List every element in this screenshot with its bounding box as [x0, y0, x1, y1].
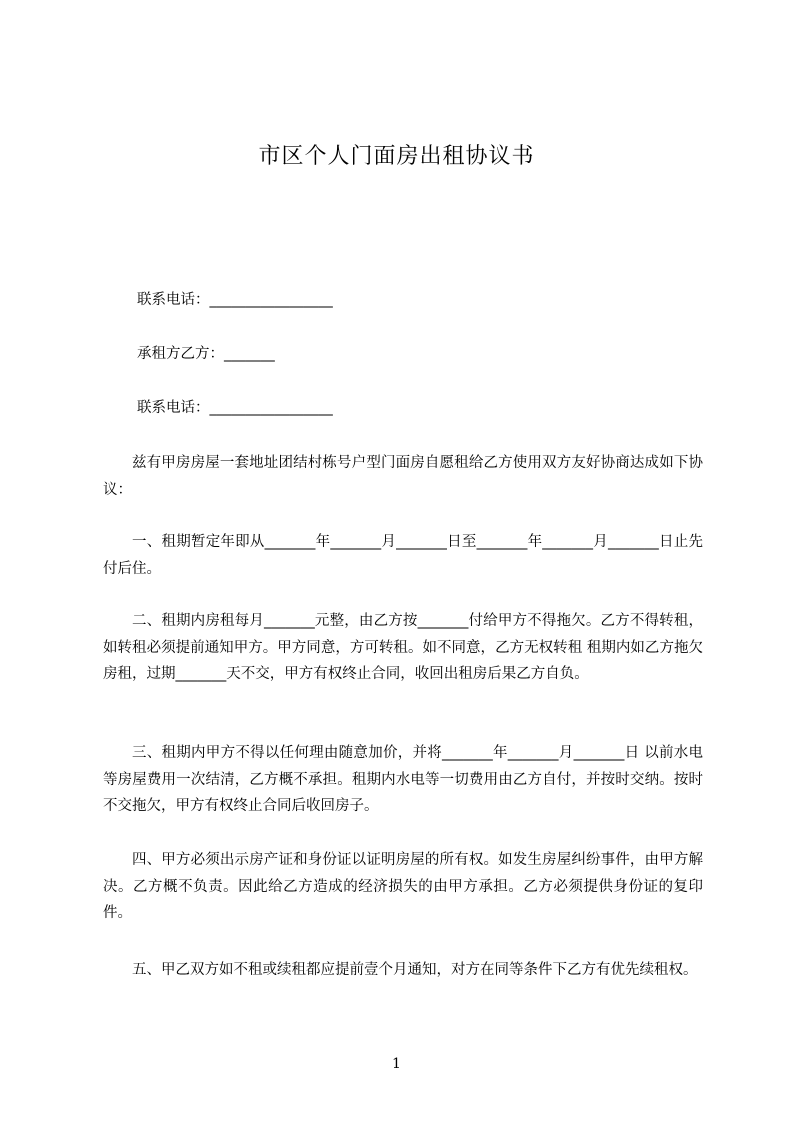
clause-3-utilities: 三、租期内甲方不得以任何理由随意加价，并将_______年_______月_______日 以前水电等房屋费用一次结清，乙方概不承担。租期内水电等一切费用由乙方自付，并按时交纳。按时不交拖欠，甲方有权终止合同后收回房子。	[103, 745, 703, 814]
document-title: 市区个人门面房出租协议书	[258, 144, 535, 169]
clause-5-renewal: 五、甲乙双方如不租或续租都应提前壹个月通知，对方在同等条件下乙方有优先续租权。	[132, 962, 698, 978]
page-number: 1	[392, 1056, 401, 1072]
intro-paragraph: 兹有甲房房屋一套地址团结村栋号户型门面房自愿租给乙方使用双方友好协商达成如下协议：	[103, 455, 703, 498]
clause-4-ownership: 四、甲方必须出示房产证和身份证以证明房屋的所有权。如发生房屋纠纷事件，由甲方解决。乙方概不负责。因此给乙方造成的经济损失的由甲方承担。乙方必须提供身份证的复印件。	[103, 852, 703, 921]
landlord-phone-field: 联系电话：_________________	[137, 292, 333, 308]
tenant-name-field: 承租方乙方：_______	[137, 346, 275, 362]
clause-1-lease-term: 一、租期暂定年即从_______年_______月_______日至_______年_______月_______日止先付后住。	[103, 534, 703, 577]
tenant-phone-field: 联系电话：_________________	[137, 400, 333, 416]
clause-2-rent: 二、租期内房租每月_______元整，由乙方按_______付给甲方不得拖欠。乙方不得转租，如转租必须提前通知甲方。甲方同意，方可转租。如不同意，乙方无权转租 租期内如乙方拖欠房租，过期_______天不交，甲方有权终止合同，收回出租房后果乙方自负。	[103, 613, 703, 682]
